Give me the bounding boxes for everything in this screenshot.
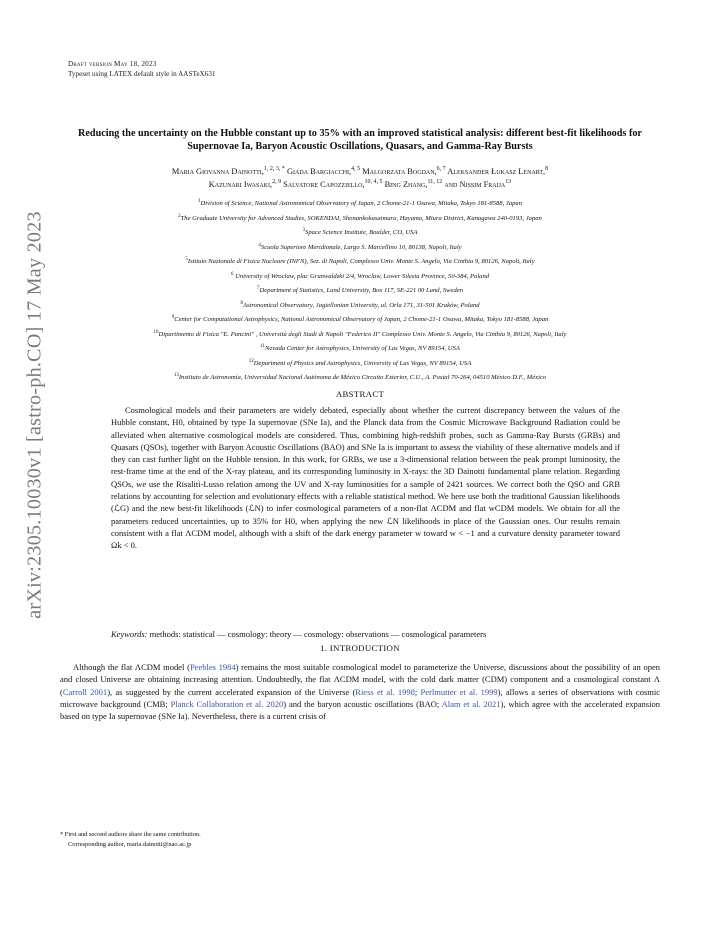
- page-header: [68, 59, 216, 79]
- keywords-text: methods: statistical — cosmology: theory — cosmology: observations — cosmological parameters: [147, 629, 487, 639]
- affiliation: $^7$Department of Statistics, Lund University, Box 117, SE-221 00 Lund, Sweden: [256, 286, 464, 295]
- intro-text: ;: [414, 686, 421, 697]
- footnote-corresponding-author: Corresponding author, maria.dainotti@nao.ac.jp: [68, 841, 192, 848]
- citation-link[interactable]: Riess et al. 1998: [355, 686, 415, 697]
- footnotes: [60, 830, 660, 850]
- affiliation: $^6$ University of Wroclaw, plac Grunwaldzki 2/4, Wroclaw, Lower Silesia Province, 50-384, Poland: [230, 271, 490, 280]
- affiliation: $^{11}$Nevada Center for Astrophysics, University of Las Vegas, NV 89154, USA: [260, 344, 460, 353]
- section-heading-introduction: 1. INTRODUCTION: [320, 643, 400, 653]
- typeset-note: Typeset using LATEX default style in AASTeX631: [68, 70, 216, 78]
- affiliation: $^2$The Graduate University for Advanced Studies, SOKENDAI, Shonankokusaimura, Hayama, Miura District, Kanagawa 240-0193, Japan: [178, 213, 542, 222]
- author: Bing Zhang,$^{11, 12}$: [384, 178, 443, 189]
- footnote-equal-contribution: * First and second authors share the same contribution.: [60, 831, 201, 838]
- affiliation: $^4$Scuola Superiore Meridionale, Largo S. Marcellino 10, 80138, Napoli, Italy: [258, 242, 462, 251]
- author: Kazunari Iwasaki,$^{2, 9}$: [208, 178, 282, 189]
- affiliation: $^{12}$Department of Physics and Astrophysics, University of Las Vegas, NV 89154, USA: [248, 358, 472, 368]
- intro-text: ), as suggested by the current accelerated expansion of the Universe (: [107, 686, 356, 697]
- intro-text: ), which agree with the accelerated expansion based on type Ia supernovae (SNe Ia). Nevertheless, there is a current crisis of: [60, 698, 660, 722]
- citation-link[interactable]: Alam et al. 2021: [441, 698, 501, 709]
- author: Giada Bargiacchi,$^{4, 5}$: [286, 166, 361, 176]
- arxiv-sidebar: [20, 211, 50, 619]
- citation-link[interactable]: Carroll 2001: [62, 686, 108, 697]
- arxiv-identifier: arXiv:2305.10030v1 [astro-ph.CO] 17 May 2023: [23, 211, 46, 619]
- affiliation: $^9$Center for Computational Astrophysics, National Astronomical Observatory of Japan, 2 Chome-21-1 Osawa, Mitaka, Tokyo 181-8588, Japan: [171, 315, 549, 324]
- abstract-text: Cosmological models and their parameters are widely debated, especially about whether the current discrepancy between the values of the Hubble constant, H0, obtained by type Ia supernovae (SNe Ia), and the Planck data from the Cosmic Microwave Background Radiation could be alleviated when alternative cosmological models are considered. Thus, combining high-redshift probes, such as Gamma-Ray Bursts (GRBs) and Quasars (QSOs), together with Baryon Acoustic Oscillations (BAO) and SNe Ia is important to assess the viability of these alternative models and if they can cast further light on the Hubble tension. In this work, for GRBs, we use a 3-dimensional relation between the peak prompt luminosity, the rest-frame time at the end of the X-ray plateau, and its corresponding luminosity in X-rays: the 3D Dainotti fundamental plane relation. Regarding QSOs, we use the Risaliti-Lusso relation among the UV and X-ray luminosities for a sample of 2421 sources. We correct both the QSO and GRB relations by accounting for selection and evolutionary effects with a reliable statistical method. We here use both the traditional Gaussian likelihoods (ℒG) and the new best-fit likelihoods (ℒN) to infer cosmological parameters of a non-flat ΛCDM and flat wCDM models. We obtain for all the parameters reduced uncertainties, up to 35% for H0, when applying the new ℒN likelihoods in place of the Gaussian ones. Our results remain consistent with a flat ΛCDM model, although with a shift of the dark energy parameter w toward w < −1 and a curvature density parameter toward Ωk < 0.: [111, 405, 620, 551]
- author: Maria Giovanna Dainotti,$^{1, 2, 3, *}$: [171, 166, 285, 176]
- affiliation: $^{13}$Instituto de Astronomía, Universidad Nacional Autónoma de México Circuito Exterior, C.U., A. Postal 70-264, 04510 México D.F., México: [173, 373, 547, 382]
- draft-version: Draft version May 18, 2023: [68, 60, 157, 68]
- author: Malgorzata Bogdan,$^{6, 7}$: [362, 166, 446, 176]
- affiliation: $^3$Space Science Institute, Boulder, CO, USA: [302, 228, 418, 237]
- paper-title: Reducing the uncertainty on the Hubble constant up to 35% with an improved statistical analysis: different best-fit likelihoods for Supernovae Ia, Baryon Acoustic Oscillations, Quasars, and Gamma-Ray Bursts: [78, 128, 642, 152]
- author: Aleksander Łukasz Lenart,$^8$: [447, 166, 549, 176]
- affiliation: $^8$Astronomical Observatory, Jagiellonian University, ul. Orla 171, 31-501 Kraków, Poland: [240, 300, 480, 309]
- affiliation: $^1$Division of Science, National Astronomical Observatory of Japan, 2 Chome-21-1 Osawa, Mitaka, Tokyo 181-8588, Japan: [197, 199, 523, 208]
- keywords-label: Keywords:: [111, 629, 148, 639]
- intro-text: Although the flat ΛCDM model (: [73, 662, 190, 672]
- citation-link[interactable]: Peebles 1984: [189, 662, 236, 672]
- intro-text: ) remains the most suitable cosmological model to parameterize the Universe, discussions about the possibility of an open and closed Universe are obtaining increasing attention. Undoubtedly, the flat ΛCDM model, with the cold dark matter (CDM) component and a cosmological constant Λ (: [60, 662, 660, 697]
- affiliation-list: [55, 196, 665, 385]
- affiliation: $^{10}$Dipartimento di Fisica "E. Pancini" , Università degli Studi di Napoli "Federico II" Complesso Univ. Monte S. Angelo, Via Cinthia 9, 80126, Napoli, Italy: [153, 329, 567, 338]
- citation-link[interactable]: Perlmutter et al. 1999: [420, 686, 498, 697]
- intro-text: ), allows a series of observations with cosmic microwave background (CMB;: [60, 686, 660, 709]
- keywords: [111, 628, 651, 640]
- affiliation: $^5$Istituto Nazionale di Fisica Nucleare (INFN), Sez. di Napoli, Complesso Univ. Monte S. Angelo, Via Cinthia 9, 80126, Napoli, Italy: [185, 257, 535, 266]
- abstract-heading: ABSTRACT: [335, 389, 385, 399]
- introduction-paragraph: [60, 661, 660, 722]
- author-list: [60, 164, 660, 190]
- intro-text: ) and the baryon acoustic oscillations (BAO;: [283, 698, 442, 709]
- author: and Nissim Fraija$^{13}$: [444, 178, 512, 189]
- citation-link[interactable]: Planck Collaboration et al. 2020: [170, 698, 284, 709]
- author: Salvatore Capozziello,$^{10, 4, 5}$: [283, 178, 383, 189]
